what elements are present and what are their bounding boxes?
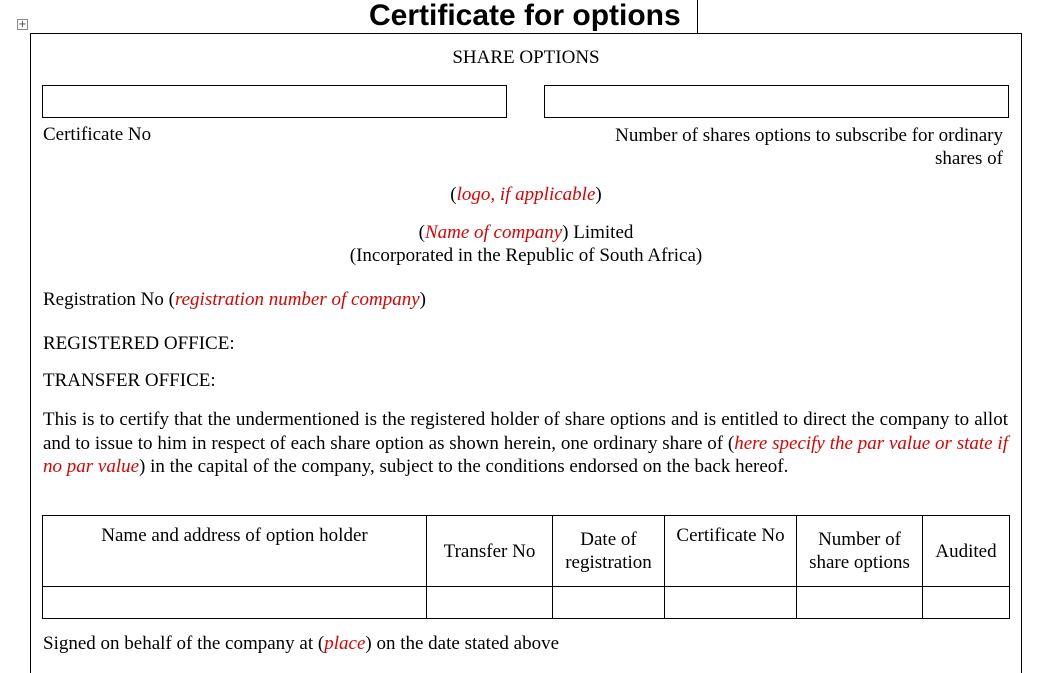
registration-line: Registration No (registration number of company) [43,289,426,310]
company-suffix: Limited [568,222,634,243]
signed-line [43,633,559,655]
certify-placeholder: here specify the par value or state if no par value [43,432,1008,477]
logo-line: (logo, if applicable) [450,184,602,205]
registration-placeholder: registration number of company [174,289,420,310]
certify-text-1: This is to certify that the undermentioned is the registered holder of share options and is entitled to direct the company to allot and to issue to him in respect of each share option as shown herein, one ordinary share of ( [43,409,1008,454]
text-cursor [697,0,698,33]
header-number-of-share-options: Number of share options [797,516,923,587]
table-header-row [43,516,1010,587]
registered-office-label: REGISTERED OFFICE: [43,333,235,354]
logo-placeholder: logo, if applicable [456,184,596,205]
header-audited: Audited [923,516,1010,587]
signed-placeholder: place [324,633,366,654]
certificate-no-label: Certificate No [43,124,152,145]
shares-options-field[interactable] [544,85,1009,118]
registration-label: Registration No [43,289,169,310]
share-options-heading: SHARE OPTIONS [452,47,600,68]
signed-text-2: ) on the date stated above [365,633,560,654]
option-holder-table [42,515,1010,619]
cell-certificate-no[interactable] [665,587,797,619]
page-title: Certificate for options [369,0,681,32]
company-name-line: (Name of company) Limited [418,222,634,243]
cell-audited[interactable] [923,587,1010,619]
cell-name-address[interactable] [43,587,427,619]
header-date-of-registration: Date of registration [553,516,665,587]
company-name-placeholder: Name of company [424,222,563,243]
table-row [43,587,1010,619]
header-name-address: Name and address of option holder [43,516,427,587]
cell-number-of-share-options[interactable] [797,587,923,619]
company-block [30,221,1022,267]
header-certificate-no: Certificate No [665,516,797,587]
certify-paragraph [43,408,1008,479]
signed-text-1: Signed on behalf of the company at ( [43,633,325,654]
shares-options-label [615,124,1003,170]
header-transfer-no: Transfer No [427,516,553,587]
incorporation-line: (Incorporated in the Republic of South Africa) [349,245,703,266]
shares-options-label-line1: Number of shares options to subscribe for ordinary [615,125,1003,146]
transfer-office-label: TRANSFER OFFICE: [43,370,216,391]
table-move-handle[interactable]: + [18,19,27,30]
cell-date-of-registration[interactable] [553,587,665,619]
certificate-no-field[interactable] [42,85,507,118]
shares-options-label-line2: shares of [934,148,1003,169]
cell-transfer-no[interactable] [427,587,553,619]
certify-text-2: ) in the capital of the company, subject to the conditions endorsed on the back hereof. [139,456,789,477]
